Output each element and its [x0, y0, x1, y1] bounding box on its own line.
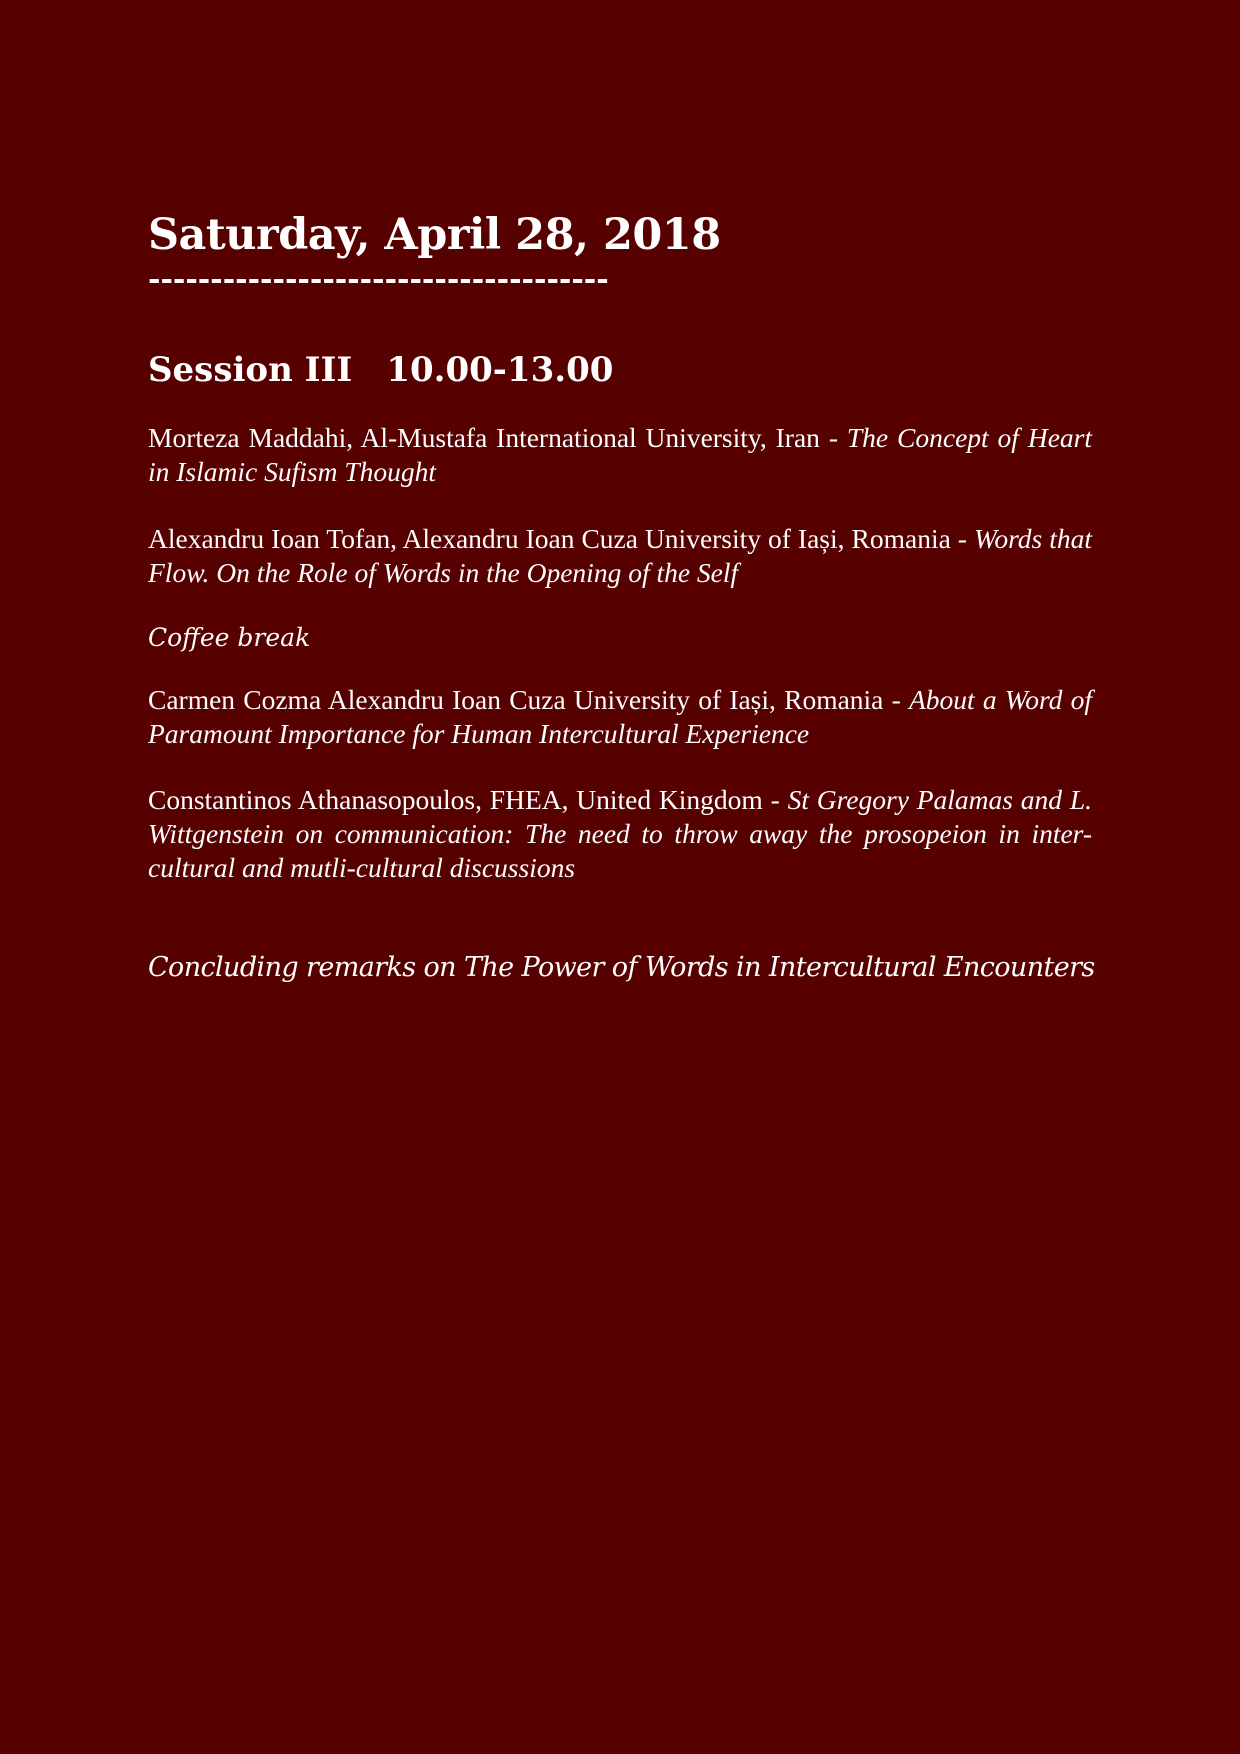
talk-entry — [148, 421, 1092, 489]
dashed-separator: ------------------------------------- — [148, 270, 609, 290]
talk-entry — [148, 522, 1092, 590]
talk-title: The Concept of Heart in Islamic Sufism Thought — [148, 422, 1092, 487]
talk-title: Words that Flow. On the Role of Words in the Opening of the Self — [148, 523, 1092, 588]
date-heading: Saturday, April 28, 2018 — [148, 210, 721, 260]
talk-speaker: Morteza Maddahi, Al-Mustafa International University, Iran - — [148, 422, 847, 453]
session-time: 10.00-13.00 — [386, 350, 614, 390]
talk-speaker: Constantinos Athanasopoulos, FHEA, United Kingdom - — [148, 784, 788, 815]
talk-speaker: Carmen Cozma Alexandru Ioan Cuza University of Iași, Romania - — [148, 684, 909, 715]
talk-speaker: Alexandru Ioan Tofan, Alexandru Ioan Cuza University of Iași, Romania - — [148, 523, 974, 554]
talk-title: About a Word of Paramount Importance for Human Intercultural Experience — [148, 684, 1092, 749]
session-heading — [148, 346, 613, 394]
talk-entry — [148, 683, 1092, 751]
talk-entry — [148, 783, 1092, 885]
coffee-break: Coffee break — [148, 623, 311, 652]
session-name: Session III — [148, 350, 353, 390]
concluding-remarks: Concluding remarks on The Power of Words in Intercultural Encounters — [148, 952, 1095, 983]
talk-title: St Gregory Palamas and L. Wittgenstein on communication: The need to throw away the prosopeion in inter-cultural and mutli-cultural discussions — [148, 784, 1092, 883]
